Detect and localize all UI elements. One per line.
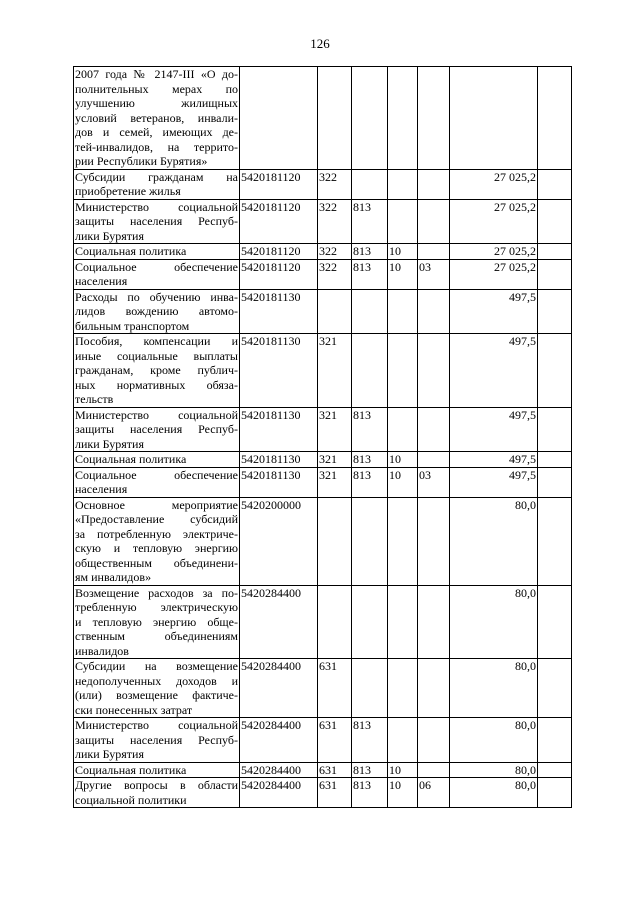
row-name-line: лики Бурятия xyxy=(75,436,144,451)
row-name-line: лики Бурятия xyxy=(75,747,144,761)
row-name-line: 2007 года № 2147-III «О до- xyxy=(75,67,238,81)
row-name-line: Субсидии гражданам на xyxy=(75,169,238,184)
section-code-cell xyxy=(388,169,418,199)
subsection-code-cell xyxy=(418,407,450,452)
section-code-cell xyxy=(388,718,418,763)
expense-type-cell xyxy=(318,497,352,585)
empty-cell xyxy=(538,778,572,808)
row-name-line: Возмещение расходов за по- xyxy=(75,585,238,600)
section-code-cell: 10 xyxy=(388,778,418,808)
row-name-line: тей-инвалидов, на террито- xyxy=(75,139,238,154)
subsection-code-cell xyxy=(418,334,450,408)
section-code-cell xyxy=(388,407,418,452)
row-name-cell xyxy=(74,778,240,808)
budget-table xyxy=(73,66,572,808)
ministry-code-cell xyxy=(352,169,388,199)
row-name-line: Министерство социальной xyxy=(75,718,238,732)
target-article-code-cell: 5420284400 xyxy=(240,585,318,659)
empty-cell xyxy=(538,169,572,199)
row-name-line: Социальная политика xyxy=(75,762,187,777)
row-name-cell xyxy=(74,289,240,334)
expense-type-cell: 321 xyxy=(318,452,352,468)
subsection-code-cell xyxy=(418,585,450,659)
amount-cell: 80,0 xyxy=(450,659,538,718)
target-article-code-cell: 5420200000 xyxy=(240,497,318,585)
expense-type-cell xyxy=(318,585,352,659)
row-name-cell xyxy=(74,762,240,778)
row-name-cell xyxy=(74,585,240,659)
empty-cell xyxy=(538,452,572,468)
amount-cell: 497,5 xyxy=(450,407,538,452)
row-name-line: рии Республики Бурятия» xyxy=(75,154,208,168)
ministry-code-cell xyxy=(352,659,388,718)
amount-cell: 497,5 xyxy=(450,334,538,408)
row-name-line: ски понесенных затрат xyxy=(75,702,193,717)
amount-cell: 80,0 xyxy=(450,778,538,808)
table-row xyxy=(74,169,572,199)
row-name-line: населения xyxy=(75,274,128,288)
row-name-line: ных нормативных обяза- xyxy=(75,377,238,392)
expense-type-cell xyxy=(318,289,352,334)
table-row xyxy=(74,244,572,260)
row-name-line: иные социальные выплаты xyxy=(75,348,238,363)
section-code-cell xyxy=(388,334,418,408)
table-row xyxy=(74,334,572,408)
ministry-code-cell xyxy=(352,334,388,408)
amount-cell: 80,0 xyxy=(450,762,538,778)
subsection-code-cell xyxy=(418,199,450,244)
expense-type-cell: 321 xyxy=(318,334,352,408)
table-row xyxy=(74,497,572,585)
subsection-code-cell xyxy=(418,762,450,778)
target-article-code-cell: 5420181130 xyxy=(240,334,318,408)
target-article-code-cell: 5420284400 xyxy=(240,718,318,763)
expense-type-cell xyxy=(318,67,352,170)
row-name-line: «Предоставление субсидий xyxy=(75,512,238,526)
row-name-cell xyxy=(74,467,240,497)
expense-type-cell: 631 xyxy=(318,762,352,778)
empty-cell xyxy=(538,659,572,718)
target-article-code-cell: 5420181130 xyxy=(240,407,318,452)
expense-type-cell: 631 xyxy=(318,718,352,763)
row-name-line: и тепловую энергию обще- xyxy=(75,614,238,629)
row-name-line: Пособия, компенсации и xyxy=(75,334,238,348)
empty-cell xyxy=(538,497,572,585)
table-row xyxy=(74,762,572,778)
amount-cell: 80,0 xyxy=(450,718,538,763)
row-name-cell xyxy=(74,497,240,585)
target-article-code-cell: 5420181120 xyxy=(240,244,318,260)
target-article-code-cell: 5420181130 xyxy=(240,289,318,334)
section-code-cell xyxy=(388,199,418,244)
table-row xyxy=(74,259,572,289)
empty-cell xyxy=(538,289,572,334)
table-row xyxy=(74,778,572,808)
row-name-cell xyxy=(74,334,240,408)
expense-type-cell: 631 xyxy=(318,778,352,808)
ministry-code-cell: 813 xyxy=(352,407,388,452)
empty-cell xyxy=(538,718,572,763)
expense-type-cell: 321 xyxy=(318,407,352,452)
row-name-cell xyxy=(74,199,240,244)
target-article-code-cell xyxy=(240,67,318,170)
amount-cell: 27 025,2 xyxy=(450,259,538,289)
amount-cell: 80,0 xyxy=(450,497,538,585)
row-name-line: Социальное обеспечение xyxy=(75,259,238,274)
empty-cell xyxy=(538,199,572,244)
amount-cell: 80,0 xyxy=(450,585,538,659)
row-name-line: Расходы по обучению инва- xyxy=(75,289,238,304)
row-name-line: полнительных мерах по xyxy=(75,81,238,96)
row-name-cell xyxy=(74,67,240,170)
section-code-cell: 10 xyxy=(388,762,418,778)
ministry-code-cell xyxy=(352,497,388,585)
section-code-cell: 10 xyxy=(388,244,418,260)
target-article-code-cell: 5420284400 xyxy=(240,778,318,808)
section-code-cell xyxy=(388,659,418,718)
subsection-code-cell xyxy=(418,718,450,763)
row-name-line: Министерство социальной xyxy=(75,407,238,422)
row-name-line: Основное мероприятие xyxy=(75,497,238,512)
section-code-cell: 10 xyxy=(388,259,418,289)
ministry-code-cell: 813 xyxy=(352,244,388,260)
ministry-code-cell: 813 xyxy=(352,718,388,763)
subsection-code-cell: 03 xyxy=(418,467,450,497)
empty-cell xyxy=(538,334,572,408)
subsection-code-cell xyxy=(418,289,450,334)
section-code-cell: 10 xyxy=(388,467,418,497)
row-name-cell xyxy=(74,259,240,289)
row-name-line: инвалидов xyxy=(75,643,129,658)
row-name-line: лики Бурятия xyxy=(75,228,144,243)
ministry-code-cell: 813 xyxy=(352,762,388,778)
empty-cell xyxy=(538,67,572,170)
amount-cell: 27 025,2 xyxy=(450,244,538,260)
page-number: 126 xyxy=(310,36,330,51)
subsection-code-cell xyxy=(418,452,450,468)
expense-type-cell: 322 xyxy=(318,259,352,289)
ministry-code-cell: 813 xyxy=(352,259,388,289)
row-name-line: улучшению жилищных xyxy=(75,96,238,110)
empty-cell xyxy=(538,259,572,289)
ministry-code-cell: 813 xyxy=(352,778,388,808)
amount-cell: 27 025,2 xyxy=(450,169,538,199)
row-name-cell xyxy=(74,407,240,452)
expense-type-cell: 321 xyxy=(318,467,352,497)
target-article-code-cell: 5420181120 xyxy=(240,259,318,289)
expense-type-cell: 631 xyxy=(318,659,352,718)
row-name-line: Социальная политика xyxy=(75,244,187,258)
subsection-code-cell xyxy=(418,169,450,199)
table-row xyxy=(74,718,572,763)
row-name-cell xyxy=(74,244,240,260)
row-name-line: гражданам, кроме публич- xyxy=(75,363,238,377)
empty-cell xyxy=(538,407,572,452)
target-article-code-cell: 5420181130 xyxy=(240,452,318,468)
table-row xyxy=(74,585,572,659)
empty-cell xyxy=(538,585,572,659)
subsection-code-cell: 03 xyxy=(418,259,450,289)
table-row xyxy=(74,67,572,170)
amount-cell: 497,5 xyxy=(450,467,538,497)
row-name-line: приобретение жилья xyxy=(75,184,181,198)
empty-cell xyxy=(538,467,572,497)
subsection-code-cell xyxy=(418,497,450,585)
table-row xyxy=(74,452,572,468)
row-name-line: защиты населения Респуб- xyxy=(75,422,238,436)
ministry-code-cell xyxy=(352,585,388,659)
expense-type-cell: 322 xyxy=(318,169,352,199)
row-name-line: социальной политики xyxy=(75,792,187,807)
ministry-code-cell: 813 xyxy=(352,452,388,468)
ministry-code-cell xyxy=(352,289,388,334)
empty-cell xyxy=(538,244,572,260)
row-name-line: дов и семей, имеющих де- xyxy=(75,125,238,139)
row-name-line: (или) возмещение фактиче- xyxy=(75,688,238,702)
table-row xyxy=(74,289,572,334)
row-name-line: Другие вопросы в области xyxy=(75,778,238,792)
row-name-line: скую и тепловую энергию xyxy=(75,541,238,555)
table-row xyxy=(74,659,572,718)
subsection-code-cell xyxy=(418,244,450,260)
amount-cell: 27 025,2 xyxy=(450,199,538,244)
ministry-code-cell xyxy=(352,67,388,170)
row-name-line: за потребленную электриче- xyxy=(75,526,238,541)
section-code-cell xyxy=(388,67,418,170)
row-name-line: Министерство социальной xyxy=(75,199,238,214)
expense-type-cell: 322 xyxy=(318,199,352,244)
row-name-line: требленную электрическую xyxy=(75,600,238,614)
row-name-line: лидов вождению автомо- xyxy=(75,304,238,318)
row-name-cell xyxy=(74,718,240,763)
row-name-line: защиты населения Респуб- xyxy=(75,214,238,228)
target-article-code-cell: 5420181120 xyxy=(240,169,318,199)
row-name-cell xyxy=(74,169,240,199)
row-name-line: Социальное обеспечение xyxy=(75,467,238,482)
table-body xyxy=(74,67,572,808)
row-name-cell xyxy=(74,659,240,718)
table-row xyxy=(74,407,572,452)
ministry-code-cell: 813 xyxy=(352,199,388,244)
subsection-code-cell: 06 xyxy=(418,778,450,808)
target-article-code-cell: 5420284400 xyxy=(240,762,318,778)
amount-cell: 497,5 xyxy=(450,289,538,334)
row-name-line: защиты населения Респуб- xyxy=(75,732,238,747)
target-article-code-cell: 5420181120 xyxy=(240,199,318,244)
row-name-line: Социальная политика xyxy=(75,452,187,466)
row-name-line: бильным транспортом xyxy=(75,318,190,333)
section-code-cell: 10 xyxy=(388,452,418,468)
row-name-line: условий ветеранов, инвали- xyxy=(75,110,238,125)
table-row xyxy=(74,467,572,497)
table-row xyxy=(74,199,572,244)
row-name-line: недополученных доходов и xyxy=(75,673,238,688)
ministry-code-cell: 813 xyxy=(352,467,388,497)
row-name-line: населения xyxy=(75,482,128,496)
subsection-code-cell xyxy=(418,659,450,718)
section-code-cell xyxy=(388,497,418,585)
row-name-line: тельств xyxy=(75,392,114,406)
row-name-line: ственным объединениям xyxy=(75,629,238,643)
expense-type-cell: 322 xyxy=(318,244,352,260)
row-name-line: Субсидии на возмещение xyxy=(75,659,238,673)
subsection-code-cell xyxy=(418,67,450,170)
target-article-code-cell: 5420181130 xyxy=(240,467,318,497)
section-code-cell xyxy=(388,289,418,334)
empty-cell xyxy=(538,762,572,778)
row-name-line: общественным объединени- xyxy=(75,555,238,570)
amount-cell: 497,5 xyxy=(450,452,538,468)
row-name-cell xyxy=(74,452,240,468)
section-code-cell xyxy=(388,585,418,659)
target-article-code-cell: 5420284400 xyxy=(240,659,318,718)
amount-cell xyxy=(450,67,538,170)
row-name-line: ям инвалидов» xyxy=(75,570,152,584)
